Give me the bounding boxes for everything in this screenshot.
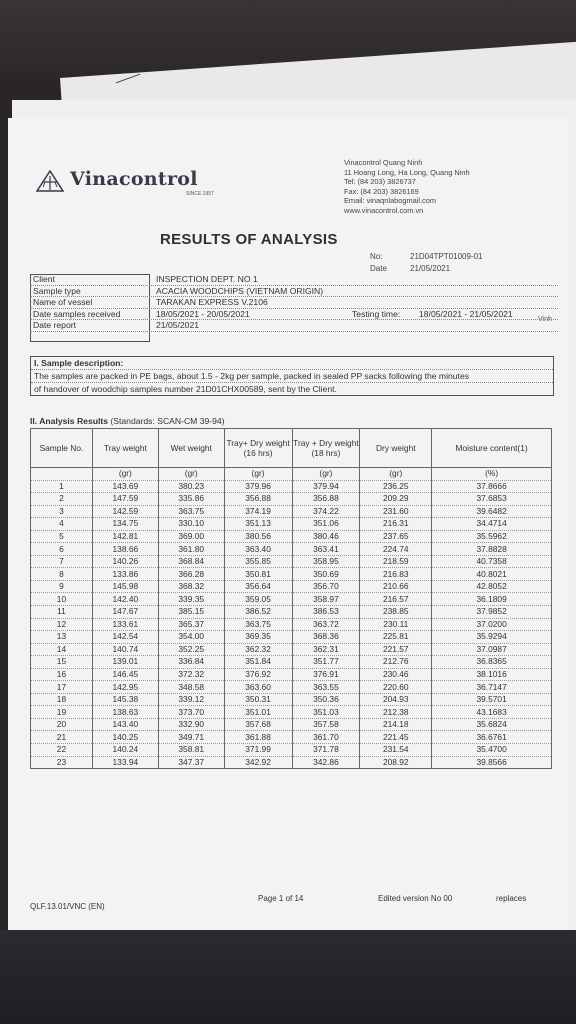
table-cell: 37.0987 [432,643,552,656]
table-cell: 373.70 [158,706,224,719]
table-cell: 374.19 [224,505,292,518]
table-row [31,643,552,656]
table-cell: 221.45 [360,731,432,744]
table-cell: 342.92 [224,756,292,769]
table-cell: 351.84 [224,656,292,669]
table-cell: 330.10 [158,518,224,531]
page-number: Page 1 of 14 [258,894,304,903]
table-cell: 220.60 [360,681,432,694]
table-cell: 23 [31,756,93,769]
table-cell: 10 [31,593,93,606]
table-cell: 351.03 [292,706,360,719]
table-cell: 238.85 [360,606,432,619]
table-cell: 146.45 [92,668,158,681]
table-cell: 349.71 [158,731,224,744]
table-cell: 216.57 [360,593,432,606]
table-cell: 369.35 [224,631,292,644]
table-cell: 43.1683 [432,706,552,719]
table-cell: 212.38 [360,706,432,719]
table-cell: 374.22 [292,505,360,518]
table-cell: 134.75 [92,518,158,531]
table-cell: 35.9294 [432,631,552,644]
table-cell: 142.40 [92,593,158,606]
table-cell: 147.59 [92,493,158,506]
table-cell: 36.6761 [432,731,552,744]
table-row [31,668,552,681]
sample-type-value: ACACIA WOODCHIPS (VIETNAM ORIGIN) [156,285,324,296]
table-row [31,618,552,631]
edition-text: Edited version No [378,894,442,903]
unit-cell: (gr) [292,468,360,481]
table-cell: 363.41 [292,543,360,556]
table-cell: 350.36 [292,693,360,706]
vessel-value: TARAKAN EXPRESS V.2106 [156,297,268,307]
contact-line: Email: vinaqnlabogmail.com [344,196,437,206]
table-cell: 138.66 [92,543,158,556]
table-cell: 19 [31,706,93,719]
contact-line: Tel: (84 203) 3826737 [344,177,416,187]
desk-background-bottom [0,930,576,1024]
report-date-row [30,320,558,332]
table-cell: 13 [31,631,93,644]
table-cell: 35.5962 [432,530,552,543]
table-cell: 371.99 [224,744,292,757]
table-cell: 380.56 [224,530,292,543]
column-header: Tray + Dry weight (18 hrs) [292,429,360,468]
table-cell: 142.81 [92,530,158,543]
table-cell: 12 [31,618,93,631]
table-row [31,631,552,644]
unit-cell: (gr) [158,468,224,481]
table-cell: 36.7147 [432,681,552,694]
table-cell: 368.32 [158,580,224,593]
table-cell: 224.74 [360,543,432,556]
units-row [31,468,552,481]
table-cell: 362.31 [292,643,360,656]
table-cell: 372.32 [158,668,224,681]
vessel-row [30,297,558,309]
table-cell: 230.46 [360,668,432,681]
table-cell: 15 [31,656,93,669]
table-cell: 35.6824 [432,718,552,731]
table-cell: 357.68 [224,718,292,731]
table-cell: 348.58 [158,681,224,694]
table-cell: 1 [31,480,93,493]
table-cell: 17 [31,681,93,694]
table-row [31,718,552,731]
table-cell: 363.75 [224,618,292,631]
table-cell: 363.72 [292,618,360,631]
table-cell: 365.37 [158,618,224,631]
table-cell: 363.40 [224,543,292,556]
column-header: Tray+ Dry weight (16 hrs) [224,429,292,468]
report-no-value: 21D04TPT01009-01 [410,252,483,261]
report-no-label: No: [370,252,383,261]
table-row [31,568,552,581]
table-cell: 237.65 [360,530,432,543]
table-cell: 210.66 [360,580,432,593]
table-cell: 355.85 [224,555,292,568]
table-cell: 356.88 [292,493,360,506]
table-cell: 37.9852 [432,606,552,619]
table-cell: 140.25 [92,731,158,744]
table-cell: 14 [31,643,93,656]
form-code: QLF.13.01/VNC (EN) [30,902,105,911]
table-cell: 352.25 [158,643,224,656]
table-cell: 361.88 [224,731,292,744]
table-cell: 332.90 [158,718,224,731]
results-table [30,428,552,769]
table-row [31,744,552,757]
contact-block [344,158,470,216]
table-cell: 9 [31,580,93,593]
document-page [8,118,568,933]
table-cell: 212.76 [360,656,432,669]
table-cell: 218.59 [360,555,432,568]
table-cell: 36.8365 [432,656,552,669]
received-label: Date samples received [33,308,121,319]
vessel-label: Name of vessel [33,297,93,307]
unit-cell: (gr) [360,468,432,481]
table-cell: 347.37 [158,756,224,769]
contact-line: www.vinacontrol.com.vn [344,205,424,215]
column-header: Tray weight [92,429,158,468]
results-standard: (Standards: SCAN-CM 39-94) [110,416,225,426]
report-reference [370,251,483,275]
table-row [31,555,552,568]
table-cell: 363.60 [224,681,292,694]
table-cell: 380.46 [292,530,360,543]
table-row [31,681,552,694]
table-cell: 368.84 [158,555,224,568]
table-cell: 363.75 [158,505,224,518]
testing-time-label: Testing time: [352,308,401,319]
description-line: The samples are packed in PE bags, about 1.5 - 2kg per sample, packed in sealed PP sacks following the minutes [31,370,553,383]
table-row [31,530,552,543]
replaces-label: replaces [496,894,527,903]
table-cell: 380.23 [158,480,224,493]
table-cell: 142.54 [92,631,158,644]
table-cell: 376.91 [292,668,360,681]
table-cell: 209.29 [360,493,432,506]
client-value: INSPECTION DEPT. NO 1 [156,274,258,284]
table-cell: 143.69 [92,480,158,493]
table-row [31,693,552,706]
column-header: Dry weight [360,429,432,468]
brand-since: SINCE 1957 [186,191,214,197]
table-cell: 350.69 [292,568,360,581]
edition-label [378,894,452,903]
table-cell: 6 [31,543,93,556]
table-row [31,756,552,769]
brand-name: Vinacontrol [70,168,198,190]
table-cell: 139.01 [92,656,158,669]
table-cell: 42.8052 [432,580,552,593]
unit-cell: (gr) [92,468,158,481]
table-cell: 362.32 [224,643,292,656]
table-row [31,656,552,669]
table-cell: 351.01 [224,706,292,719]
table-cell: 39.5701 [432,693,552,706]
table-cell: 38.1016 [432,668,552,681]
table-cell: 221.57 [360,643,432,656]
table-cell: 379.94 [292,480,360,493]
table-cell: 3 [31,505,93,518]
description-heading: I. Sample description: [31,357,553,370]
description-line: of handover of woodchip samples number 21D01CHX00589, sent by the Client. [34,384,337,394]
table-cell: 40.8021 [432,568,552,581]
received-row [30,309,558,321]
table-cell: 351.13 [224,518,292,531]
table-cell: 39.8566 [432,756,552,769]
table-cell: 34.4714 [432,518,552,531]
table-cell: 39.6482 [432,505,552,518]
table-cell: 142.59 [92,505,158,518]
table-cell: 16 [31,668,93,681]
table-cell: 358.95 [292,555,360,568]
table-row [31,580,552,593]
contact-line: Fax: (84 203) 3826169 [344,186,419,196]
table-cell: 20 [31,718,93,731]
table-cell: 5 [31,530,93,543]
table-cell: 361.70 [292,731,360,744]
contact-line: 11 Hoang Long, Ha Long, Quang Ninh [344,167,470,177]
table-cell: 21 [31,731,93,744]
page-title: RESULTS OF ANALYSIS [160,231,338,248]
table-cell: 369.00 [158,530,224,543]
table-cell: 4 [31,518,93,531]
table-cell: 214.18 [360,718,432,731]
table-row [31,518,552,531]
results-title: II. Analysis Results [30,416,109,426]
table-cell: 142.95 [92,681,158,694]
table-cell: 356.88 [224,493,292,506]
table-cell: 371.78 [292,744,360,757]
table-cell: 339.12 [158,693,224,706]
table-cell: 133.94 [92,756,158,769]
edition-number: 00 [443,894,453,903]
client-label: Client [33,274,55,284]
table-row [31,606,552,619]
table-header-row [31,429,552,468]
column-header: Moisture content(1) [432,429,552,468]
table-cell: 386.52 [224,606,292,619]
table-cell: 379.96 [224,480,292,493]
table-cell: 133.61 [92,618,158,631]
table-cell: 368.36 [292,631,360,644]
table-cell: 335.86 [158,493,224,506]
sample-type-label: Sample type [33,285,81,296]
table-cell: 351.77 [292,656,360,669]
table-cell: 376.92 [224,668,292,681]
table-row [31,593,552,606]
table-cell: 36.1809 [432,593,552,606]
table-cell: 342.86 [292,756,360,769]
table-cell: 40.7358 [432,555,552,568]
unit-cell: (%) [432,468,552,481]
table-cell: 336.84 [158,656,224,669]
table-cell: 357.58 [292,718,360,731]
table-cell: 231.54 [360,744,432,757]
table-cell: 140.26 [92,555,158,568]
table-cell: 140.24 [92,744,158,757]
table-cell: 361.80 [158,543,224,556]
table-cell: 356.64 [224,580,292,593]
table-cell: 133.86 [92,568,158,581]
table-cell: 216.31 [360,518,432,531]
table-cell: 145.98 [92,580,158,593]
table-row [31,493,552,506]
unit-cell [31,468,93,481]
table-cell: 230.11 [360,618,432,631]
table-cell: 350.81 [224,568,292,581]
table-cell: 8 [31,568,93,581]
table-cell: 2 [31,493,93,506]
table-cell: 7 [31,555,93,568]
table-row [31,543,552,556]
table-cell: 236.25 [360,480,432,493]
table-cell: 358.97 [292,593,360,606]
table-cell: 140.74 [92,643,158,656]
table-cell: 35.4700 [432,744,552,757]
unit-cell: (gr) [224,468,292,481]
received-value: 18/05/2021 - 20/05/2021 [156,308,250,319]
report-date-label: Date [370,264,387,273]
table-cell: 208.92 [360,756,432,769]
sample-info [30,274,558,332]
table-cell: 37.6853 [432,493,552,506]
testing-time-value: 18/05/2021 - 21/05/2021 [419,308,513,319]
table-row [31,480,552,493]
table-row [31,505,552,518]
report-date-info-value: 21/05/2021 [156,320,200,330]
table-cell: 143.40 [92,718,158,731]
table-cell: 37.8828 [432,543,552,556]
table-cell: 358.81 [158,744,224,757]
table-cell: 354.00 [158,631,224,644]
client-row [30,274,558,286]
table-cell: 18 [31,693,93,706]
table-body [31,468,552,769]
table-cell: 351.06 [292,518,360,531]
table-cell: 385.15 [158,606,224,619]
table-cell: 356.70 [292,580,360,593]
side-note: Vinh [538,316,552,323]
column-header: Wet weight [158,429,224,468]
table-cell: 37.0200 [432,618,552,631]
table-cell: 339.35 [158,593,224,606]
table-cell: 216.83 [360,568,432,581]
contact-line: Vinacontrol Quang Ninh [344,158,423,167]
table-cell: 147.67 [92,606,158,619]
table-cell: 359.05 [224,593,292,606]
table-cell: 138.63 [92,706,158,719]
table-row [31,731,552,744]
table-cell: 386.53 [292,606,360,619]
results-heading [30,416,225,426]
table-cell: 22 [31,744,93,757]
sample-type-row [30,286,558,298]
table-cell: 37.8666 [432,480,552,493]
table-cell: 225.81 [360,631,432,644]
table-cell: 231.60 [360,505,432,518]
vinacontrol-logo-icon [36,170,64,192]
table-cell: 363.55 [292,681,360,694]
table-cell: 350.31 [224,693,292,706]
column-header: Sample No. [31,429,93,468]
report-date-value: 21/05/2021 [410,264,451,273]
table-cell: 11 [31,606,93,619]
report-date-label: Date report [33,320,76,330]
table-cell: 145.38 [92,693,158,706]
table-cell: 204.93 [360,693,432,706]
table-row [31,706,552,719]
sample-description [30,356,554,396]
table-cell: 366.28 [158,568,224,581]
